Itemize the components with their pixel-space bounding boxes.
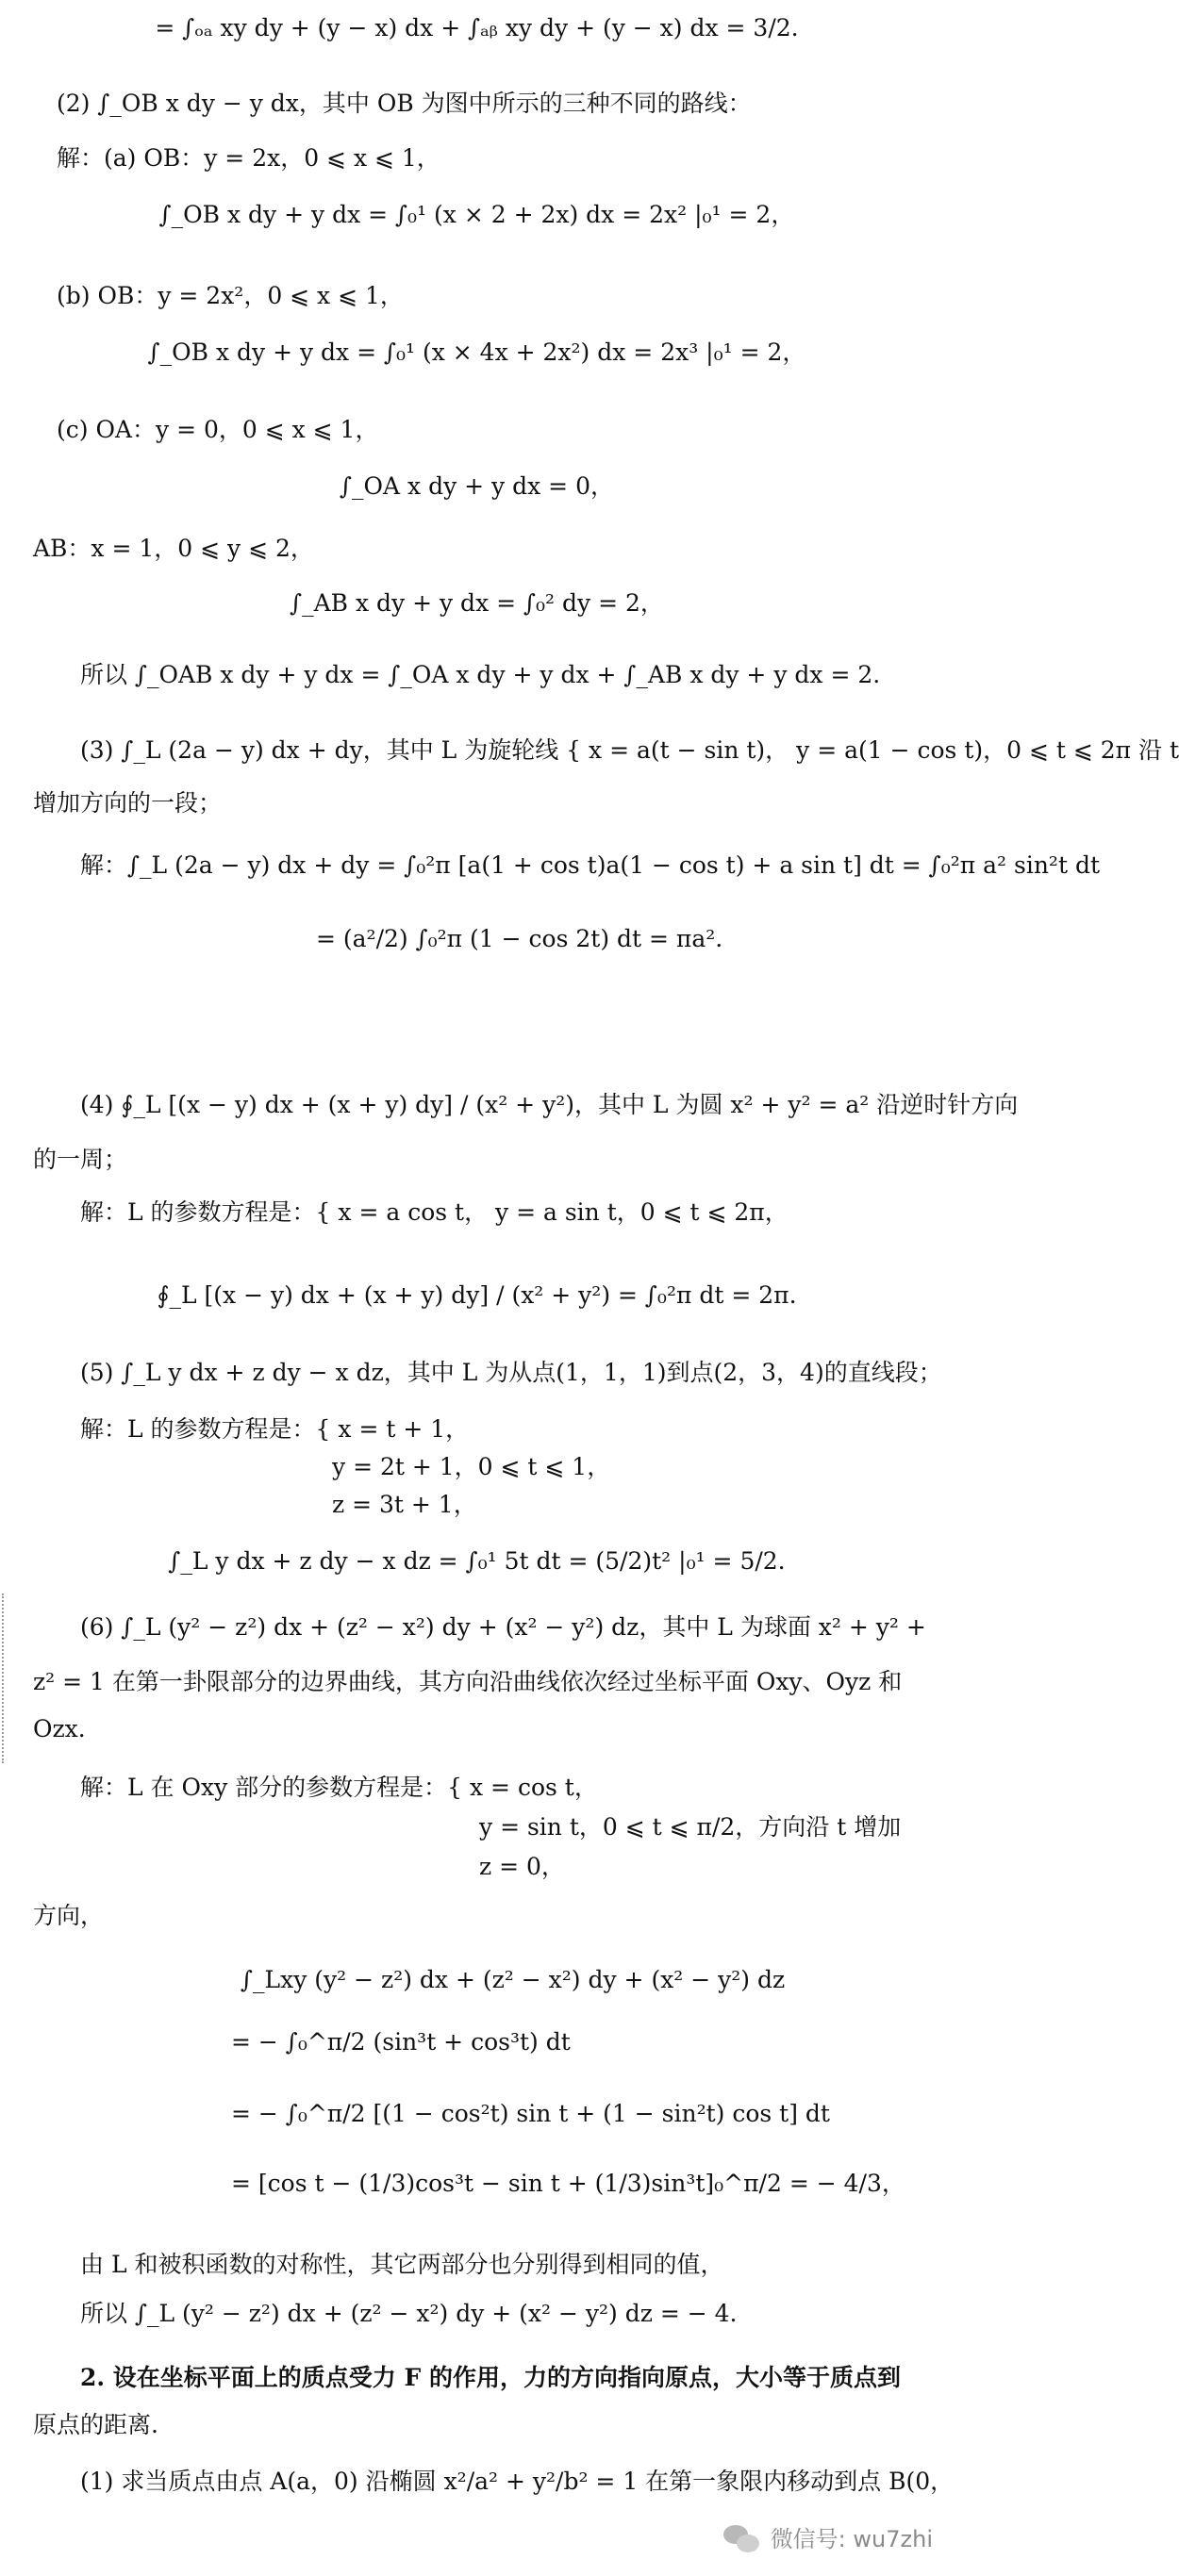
line-q2-2: 原点的距离.: [33, 2411, 158, 2438]
line-p4-eq: ∮_L [(x − y) dx + (x + y) dy] / (x² + y²) = ∫₀²π dt = 2π.: [157, 1281, 797, 1309]
line-q2-1: (1) 求当质点由点 A(a，0) 沿椭圆 x²/a² + y²/b² = 1 在第一象限内移动到点 B(0，: [80, 2468, 955, 2495]
line-p3: (3) ∫_L (2a − y) dx + dy，其中 L 为旋轮线 { x = a(t − sin t)， y = a(1 − cos t)，0 ⩽ t ⩽ 2π 沿 t: [80, 736, 1179, 764]
watermark: [723, 2523, 933, 2555]
line-p6-2: z² = 1 在第一卦限部分的边界曲线，其方向沿曲线依次经过坐标平面 Oxy、Oyz 和: [33, 1668, 903, 1695]
line-p4-sol: 解：L 的参数方程是：{ x = a cos t， y = a sin t，0 ⩽ t ⩽ 2π，: [80, 1198, 789, 1226]
line-p2-c-eq: ∫_OA x dy + y dx = 0，: [340, 472, 614, 500]
line-p2-ab-eq: ∫_AB x dy + y dx = ∫₀² dy = 2，: [290, 589, 664, 617]
line-p4: (4) ∮_L [(x − y) dx + (x + y) dy] / (x² + y²)，其中 L 为圆 x² + y² = a² 沿逆时针方向: [80, 1091, 1019, 1118]
line-p2-c: (c) OA：y = 0，0 ⩽ x ⩽ 1，: [57, 416, 379, 443]
line-p3-2: 增加方向的一段；: [33, 789, 223, 817]
line-p3-eq2: = (a²/2) ∫₀²π (1 − cos 2t) dt = πa².: [316, 925, 723, 952]
line-p3-eq1: 解：∫_L (2a − y) dx + dy = ∫₀²π [a(1 + cos t)a(1 − cos t) + a sin t] dt = ∫₀²π a² sin²t dt: [80, 851, 1100, 879]
line-p6-sol3: z = 0，: [479, 1853, 565, 1880]
line-p5-sol2: y = 2t + 1，0 ⩽ t ⩽ 1，: [332, 1453, 611, 1480]
line-p4-2: 的一周；: [33, 1146, 128, 1173]
line-p5: (5) ∫_L y dx + z dy − x dz，其中 L 为从点(1，1，1)到点(2，3，4)的直线段；: [80, 1359, 942, 1386]
line-p6-dir: 方向，: [33, 1902, 105, 1929]
line-p6-sol2: y = sin t，0 ⩽ t ⩽ π/2，方向沿 t 增加: [479, 1813, 902, 1841]
line-p2-a: 解：(a) OB：y = 2x，0 ⩽ x ⩽ 1，: [57, 144, 440, 172]
line-p6-sum: 所以 ∫_L (y² − z²) dx + (z² − x²) dy + (x² − y²) dz = − 4.: [80, 2300, 738, 2327]
wechat-icon: [723, 2523, 761, 2555]
line-p2-a-eq: ∫_OB x dy + y dx = ∫₀¹ (x × 2 + 2x) dx = 2x² |₀¹ = 2，: [158, 201, 795, 228]
line-p6-eq1: ∫_Lxy (y² − z²) dx + (z² − x²) dy + (x² − y²) dz: [241, 1966, 786, 1993]
line-p2-sum: 所以 ∫_OAB x dy + y dx = ∫_OA x dy + y dx + ∫_AB x dy + y dx = 2.: [80, 661, 881, 688]
line-p6-eq4: = [cos t − (1/3)cos³t − sin t + (1/3)sin³t]₀^π/2 = − 4/3，: [231, 2170, 905, 2197]
line-p6-sym: 由 L 和被积函数的对称性，其它两部分也分别得到相同的值，: [80, 2251, 724, 2278]
line-p2: (2) ∫_OB x dy − y dx，其中 OB 为图中所示的三种不同的路线：: [57, 90, 752, 117]
line-p6-sol1: 解：L 在 Oxy 部分的参数方程是：{ x = cos t，: [80, 1774, 598, 1801]
watermark-label: 微信号: wu7zhi: [770, 2526, 933, 2552]
line-p6-eq3: = − ∫₀^π/2 [(1 − cos²t) sin t + (1 − sin²t) cos t] dt: [231, 2100, 830, 2127]
line-p5-sol1: 解：L 的参数方程是：{ x = t + 1，: [80, 1415, 470, 1443]
line-p6-3: Ozx.: [33, 1715, 86, 1742]
line-p2-b-eq: ∫_OB x dy + y dx = ∫₀¹ (x × 4x + 2x²) dx = 2x³ |₀¹ = 2，: [147, 339, 806, 366]
line-top-eq: = ∫ₒₐ xy dy + (y − x) dx + ∫ₐᵦ xy dy + (y − x) dx = 3/2.: [155, 14, 799, 41]
margin-marks: [2, 1593, 17, 1763]
line-p6-eq2: = − ∫₀^π/2 (sin³t + cos³t) dt: [231, 2028, 571, 2056]
line-p2-b: (b) OB：y = 2x²，0 ⩽ x ⩽ 1，: [57, 282, 404, 309]
line-p6: (6) ∫_L (y² − z²) dx + (z² − x²) dy + (x² − y²) dz，其中 L 为球面 x² + y² +: [80, 1613, 926, 1641]
line-p5-sol3: z = 3t + 1，: [332, 1491, 477, 1518]
line-p2-ab: AB：x = 1，0 ⩽ y ⩽ 2，: [33, 535, 314, 562]
line-q2: 2. 设在坐标平面上的质点受力 F 的作用，力的方向指向原点，大小等于质点到: [80, 2364, 901, 2391]
line-p5-eq: ∫_L y dx + z dy − x dz = ∫₀¹ 5t dt = (5/2)t² |₀¹ = 5/2.: [168, 1547, 786, 1575]
